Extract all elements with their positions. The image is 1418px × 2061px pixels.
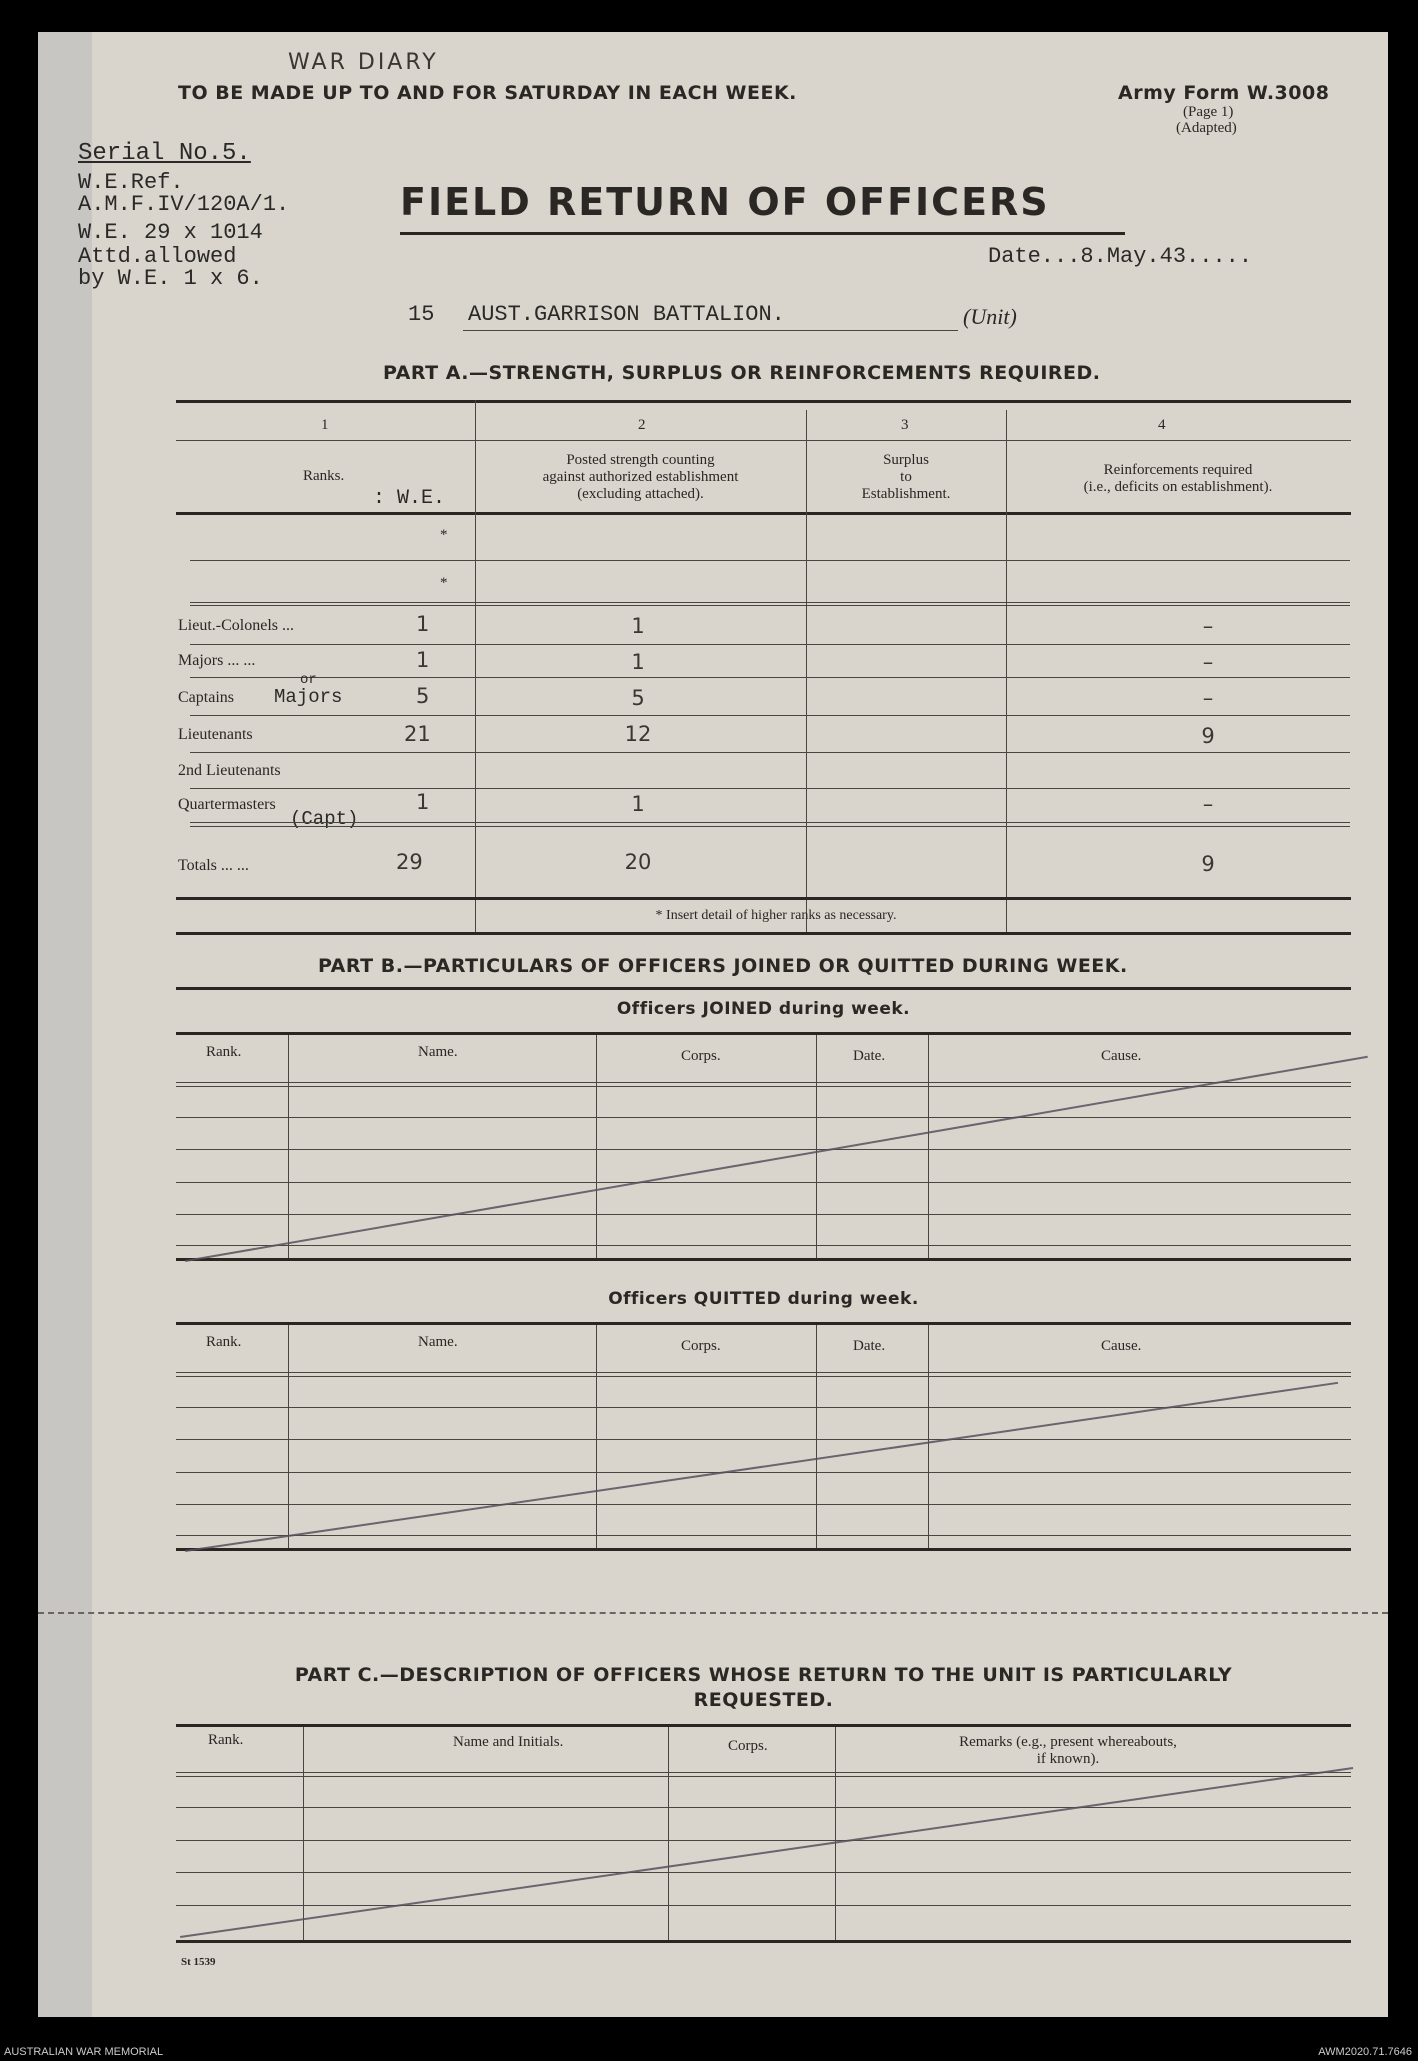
reinf-totals: 9 [1201, 852, 1215, 876]
rank-captains: Captains [178, 689, 234, 706]
row-rule [176, 1807, 1351, 1808]
col-divider [668, 1727, 669, 1942]
label-line: Establishment. [861, 486, 951, 502]
reinf-quartermasters: – [1202, 792, 1214, 816]
we-majors: 1 [416, 648, 430, 672]
reinforcements-label [1008, 462, 1348, 496]
col-cause: Cause. [1101, 1048, 1142, 1064]
header-rule [176, 512, 1351, 515]
row-rule [176, 1472, 1351, 1473]
rank-majors: Majors ... ... [178, 652, 256, 669]
col-1-number: 1 [321, 417, 329, 433]
unit-underline [463, 330, 958, 331]
label-line: if known). [1036, 1751, 1100, 1767]
col-corps: Corps. [681, 1338, 721, 1354]
date-dots: ..... [1186, 244, 1253, 269]
army-form-number: Army Form W.3008 [1118, 82, 1330, 104]
paper-edge-strip [38, 32, 92, 2017]
col-divider [835, 1727, 836, 1942]
col-divider [475, 400, 476, 934]
rank-2nd-lieutenants: 2nd Lieutenants [178, 762, 281, 779]
table-bottom-rule [176, 1258, 1351, 1261]
row-rule [176, 1117, 1351, 1118]
col-rank: Rank. [208, 1732, 244, 1748]
row-rule [176, 1535, 1351, 1536]
col-remarks [878, 1734, 1258, 1768]
col-divider [806, 410, 807, 934]
col-name-initials: Name and Initials. [453, 1734, 564, 1750]
col-divider [1006, 410, 1007, 934]
rank-lieutenants: Lieutenants [178, 726, 253, 743]
col-corps: Corps. [728, 1738, 768, 1754]
row-rule [176, 1149, 1351, 1150]
joined-heading: Officers JOINED during week. [616, 999, 911, 1019]
unit-name: AUST.GARRISON BATTALION. [468, 302, 785, 327]
part-b-rule [176, 987, 1351, 990]
we-lieut-colonels: 1 [416, 612, 430, 636]
amf-ref: A.M.F.IV/120A/1. [78, 192, 290, 217]
table-bottom-rule [176, 1940, 1351, 1943]
posted-totals: 20 [624, 850, 652, 874]
row-rule [190, 788, 1350, 789]
page-number: (Page 1) [1183, 104, 1234, 120]
col-date: Date. [853, 1048, 886, 1064]
date-label: Date... [988, 244, 1081, 269]
row-rule [190, 560, 1350, 561]
col-divider [596, 1035, 597, 1260]
form-code: St 1539 [181, 1956, 216, 1968]
row-rule [176, 1905, 1351, 1906]
ranks-label: Ranks. [303, 468, 345, 484]
reinf-lieutenants: 9 [1201, 724, 1215, 748]
col-rank: Rank. [206, 1044, 242, 1060]
part-c-heading: PART C.—DESCRIPTION OF OFFICERS WHOSE RETURN TO THE UNIT IS PARTICULARLY [294, 1664, 1233, 1686]
rank-lieut-colonels: Lieut.-Colonels ... [178, 617, 294, 634]
row-rule [176, 1182, 1351, 1183]
we-column-label: : W.E. [373, 487, 446, 510]
totals-label: Totals ... ... [178, 857, 249, 874]
footer-reference: AWM2020.71.7646 [1318, 2046, 1412, 2058]
captains-majors-note: Majors [274, 686, 343, 708]
part-a-bottom-rule [176, 932, 1351, 935]
table-top-rule [176, 1322, 1351, 1325]
label-line: against authorized establishment [542, 469, 739, 485]
col-3-number: 3 [901, 417, 909, 433]
by-we: by W.E. 1 x 6. [78, 266, 263, 291]
part-a-heading: PART A.—STRENGTH, SURPLUS OR REINFORCEMENTS REQUIRED. [383, 362, 1101, 384]
cancel-stroke [180, 1767, 1353, 1938]
row-rule [176, 1504, 1351, 1505]
col-divider [816, 1325, 817, 1550]
unit-label: (Unit) [963, 304, 1017, 329]
col-date: Date. [853, 1338, 886, 1354]
col-rank: Rank. [206, 1334, 242, 1350]
row-rule [190, 677, 1350, 678]
col-divider [303, 1727, 304, 1942]
attd-allowed: Attd.allowed [78, 244, 237, 269]
star-marker: * [440, 527, 448, 543]
row-rule [176, 1214, 1351, 1215]
posted-quartermasters: 1 [631, 792, 645, 816]
part-c-heading-cont: REQUESTED. [693, 1689, 834, 1711]
surplus-label [808, 452, 1004, 503]
col-divider [288, 1325, 289, 1550]
we-number: W.E. 29 x 1014 [78, 220, 263, 245]
table-top-rule [176, 400, 1351, 403]
quitted-heading: Officers QUITTED during week. [608, 1289, 919, 1309]
we-captains: 5 [416, 684, 430, 708]
posted-majors: 1 [631, 650, 645, 674]
label-line: Posted strength counting [566, 452, 715, 468]
row-rule [176, 1372, 1351, 1373]
col-divider [596, 1325, 597, 1550]
posted-strength-label [478, 452, 803, 503]
posted-captains: 5 [631, 686, 645, 710]
perforation-line [38, 1612, 1388, 1614]
captains-or-note: or [300, 672, 317, 688]
title-underline [400, 232, 1125, 235]
row-rule [190, 715, 1350, 716]
part-a-footnote: * Insert detail of higher ranks as necessary. [655, 908, 897, 923]
part-b-heading: PART B.—PARTICULARS OF OFFICERS JOINED OR QUITTED DURING WEEK. [318, 955, 1128, 977]
col-corps: Corps. [681, 1048, 721, 1064]
row-rule [190, 605, 1350, 606]
date-field [988, 244, 1252, 269]
row-rule [190, 826, 1350, 827]
form-page [38, 32, 1388, 2017]
footer-institution: AUSTRALIAN WAR MEMORIAL [4, 2046, 164, 2058]
col-2-number: 2 [638, 417, 646, 433]
col-divider [816, 1035, 817, 1260]
label-line: Remarks (e.g., present whereabouts, [959, 1734, 1177, 1750]
reinf-lieut-colonels: – [1202, 614, 1214, 638]
we-quartermasters: 1 [416, 790, 430, 814]
row-rule [176, 1872, 1351, 1873]
row-rule [176, 1245, 1351, 1246]
we-ref: W.E.Ref. [78, 170, 184, 195]
col-name: Name. [418, 1044, 458, 1060]
col-name: Name. [418, 1334, 458, 1350]
reinf-majors: – [1202, 650, 1214, 674]
row-rule [176, 1376, 1351, 1377]
qm-capt-note: (Capt) [290, 808, 359, 830]
row-rule [176, 1086, 1351, 1087]
row-rule [190, 752, 1350, 753]
war-diary-annotation: WAR DIARY [288, 50, 439, 75]
star-marker: * [440, 575, 448, 591]
number-row-rule [176, 440, 1351, 441]
row-rule [176, 1840, 1351, 1841]
row-rule [176, 1439, 1351, 1440]
row-rule [190, 644, 1350, 645]
table-top-rule [176, 1724, 1351, 1727]
label-line: Surplus [883, 452, 929, 468]
unit-number: 15 [408, 302, 435, 327]
made-up-instruction: TO BE MADE UP TO AND FOR SATURDAY IN EACH WEEK. [178, 82, 797, 104]
date-value: 8.May.43 [1080, 244, 1187, 269]
col-divider [928, 1035, 929, 1260]
label-line: to [900, 469, 912, 485]
adapted-note: (Adapted) [1176, 120, 1237, 136]
table-top-rule [176, 1032, 1351, 1035]
we-totals: 29 [396, 850, 423, 874]
totals-rule [176, 897, 1351, 900]
posted-lieutenants: 12 [624, 722, 652, 746]
row-rule [190, 602, 1350, 603]
col-4-number: 4 [1158, 417, 1166, 433]
col-cause: Cause. [1101, 1338, 1142, 1354]
posted-lieut-colonels: 1 [631, 614, 645, 638]
rank-quartermasters: Quartermasters [178, 796, 276, 813]
row-rule [190, 822, 1350, 823]
we-lieutenants: 21 [404, 722, 431, 746]
row-rule [176, 1082, 1351, 1083]
row-rule [176, 1776, 1351, 1777]
col-divider [288, 1035, 289, 1260]
row-rule [176, 1772, 1351, 1773]
table-bottom-rule [176, 1548, 1351, 1551]
label-line: Reinforcements required [1103, 462, 1253, 478]
label-line: (i.e., deficits on establishment). [1083, 479, 1273, 495]
label-line: (excluding attached). [577, 486, 704, 502]
reinf-captains: – [1202, 686, 1214, 710]
col-divider [928, 1325, 929, 1550]
serial-number: Serial No.5. [78, 140, 251, 167]
form-title: FIELD RETURN OF OFFICERS [400, 180, 1050, 224]
